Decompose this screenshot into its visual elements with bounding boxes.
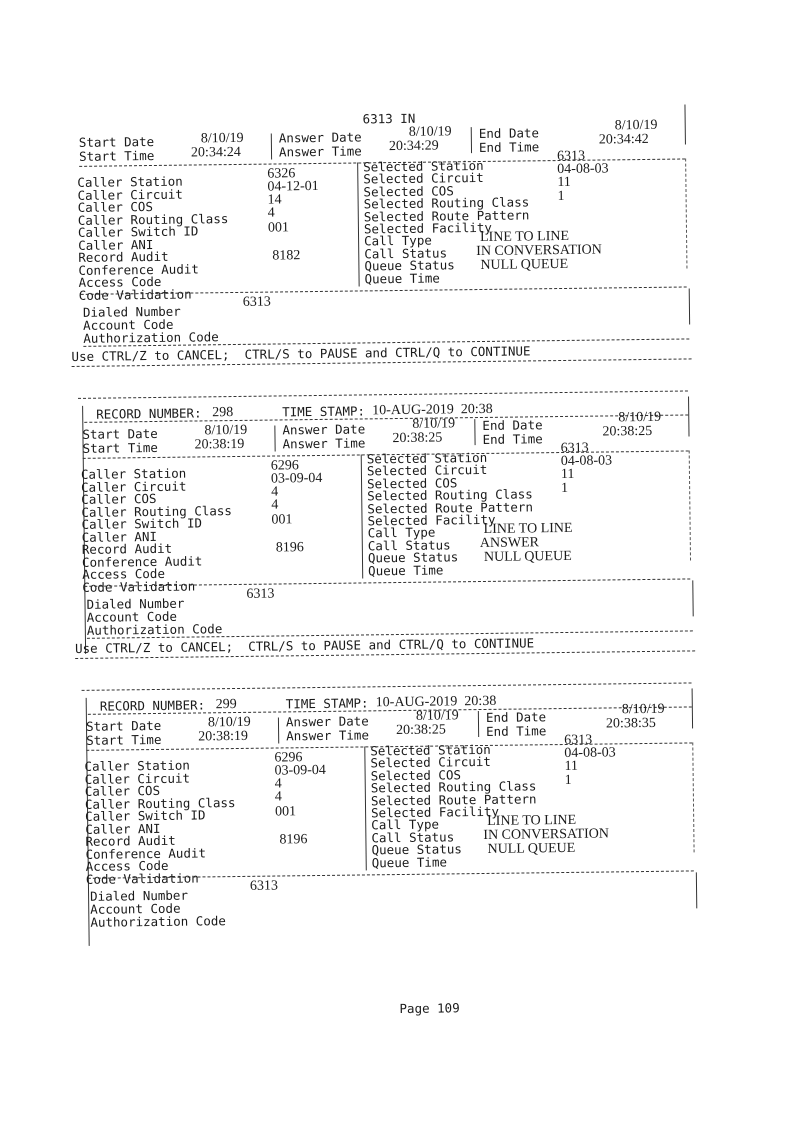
- selected-route-pattern-label: Selected Route Pattern: [363, 206, 530, 225]
- record-audit-label: Record Audit: [78, 248, 169, 265]
- record-top-border: [78, 390, 688, 398]
- caller-cos-label: Caller COS: [77, 198, 154, 215]
- caller-ani-value: 8196: [275, 540, 304, 556]
- dialed-right-border: [689, 288, 690, 324]
- call-type-value: LINE TO LINE: [483, 520, 573, 537]
- caller-routing-class-label: Caller Routing Class: [84, 794, 236, 812]
- call-type-label: Call Type: [364, 232, 432, 249]
- dialed-number-label: Dialed Number: [86, 595, 185, 612]
- start-date-label: Start Date: [85, 717, 162, 734]
- continue-prompt: Use CTRL/Z to CANCEL; CTRL/S to PAUSE and CTRL/Q to CONTINUE: [74, 635, 535, 656]
- start-time-value: 20:38:19: [198, 728, 249, 745]
- authorization-code-label: Authorization Code: [86, 621, 223, 638]
- start-date-value: 8/10/19: [207, 714, 251, 731]
- dialed-number-label: Dialed Number: [89, 887, 189, 904]
- time-stamp-value: 10-AUG-2019 20:38: [372, 401, 493, 419]
- queue-status-label: Queue Status: [367, 549, 459, 566]
- time-stamp-value: 10-AUG-2019 20:38: [375, 693, 497, 711]
- date-sep-2: [471, 127, 472, 153]
- selected-facility-label: Selected Facility: [370, 803, 500, 821]
- start-time-label: Start Time: [86, 731, 162, 748]
- start-date-label: Start Date: [82, 425, 158, 442]
- end-time-label: End Time: [486, 723, 547, 739]
- record-top-border: [82, 682, 692, 690]
- end-date-label: End Date: [485, 709, 547, 725]
- answer-date-value: 8/10/19: [412, 416, 456, 432]
- conference-audit-label: Conference Audit: [78, 260, 199, 278]
- selected-routing-class-value: 1: [564, 772, 572, 789]
- answer-time-value: 20:38:25: [392, 430, 443, 447]
- column-divider: [364, 746, 367, 870]
- queue-status-value: NULL QUEUE: [487, 840, 576, 857]
- record-header-partial: 6313 IN: [362, 110, 416, 127]
- end-date-value: 8/10/19: [618, 409, 662, 426]
- queue-status-label: Queue Status: [371, 841, 462, 858]
- selected-station-label: Selected Station: [370, 741, 491, 759]
- selected-route-pattern-label: Selected Route Pattern: [370, 790, 537, 808]
- record-audit-label: Record Audit: [85, 832, 176, 849]
- authorization-code-label: Authorization Code: [90, 913, 226, 930]
- dialed-number-value: 6313: [246, 586, 275, 602]
- end-time-label: End Time: [478, 139, 540, 156]
- detail-right-border: [689, 450, 691, 560]
- queue-status-label: Queue Status: [364, 257, 455, 274]
- caller-station-value: 6296: [270, 458, 299, 474]
- caller-switch-id-label: Caller Switch ID: [77, 223, 199, 240]
- answer-date-label: Answer Date: [282, 421, 366, 438]
- conference-audit-label: Conference Audit: [85, 844, 207, 862]
- caller-switch-id-value: 001: [274, 804, 297, 820]
- caller-cos-label: Caller COS: [84, 782, 161, 799]
- caller-ani-label: Caller ANI: [81, 528, 158, 545]
- selected-circuit-value: 04-08-03: [557, 161, 609, 178]
- end-date-value: 8/10/19: [621, 701, 665, 718]
- caller-switch-id-value: 001: [271, 512, 293, 528]
- call-status-value: IN CONVERSATION: [476, 242, 602, 260]
- caller-routing-class-value: 4: [267, 205, 275, 221]
- selected-circuit-label: Selected Circuit: [363, 170, 484, 187]
- queue-status-value: NULL QUEUE: [483, 548, 572, 565]
- time-stamp-label: TIME STAMP:: [285, 695, 369, 712]
- selected-facility-label: Selected Facility: [367, 511, 496, 529]
- call-type-label: Call Type: [371, 816, 440, 833]
- dialed-right-border: [696, 872, 697, 908]
- code-validation-label: Code Validation: [78, 286, 192, 303]
- selected-cos-label: Selected COS: [363, 183, 454, 200]
- caller-switch-id-value: 001: [267, 220, 290, 236]
- call-status-label: Call Status: [364, 245, 448, 262]
- date-sep-1: [274, 426, 275, 452]
- answer-date-label: Answer Date: [278, 129, 362, 146]
- caller-station-value: 6296: [274, 750, 303, 766]
- caller-cos-value: 14: [267, 192, 282, 208]
- access-code-label: Access Code: [78, 273, 162, 290]
- start-date-value: 8/10/19: [200, 130, 244, 147]
- selected-routing-class-label: Selected Routing Class: [370, 778, 537, 796]
- record-number-label: RECORD NUMBER:: [99, 697, 206, 714]
- access-code-label: Access Code: [85, 857, 169, 874]
- caller-circuit-value: 04-12-01: [267, 178, 319, 195]
- call-status-value: ANSWER: [479, 535, 540, 552]
- start-time-value: 20:38:19: [194, 436, 245, 453]
- caller-routing-class-value: 4: [274, 789, 282, 805]
- selected-station-value: 6313: [564, 732, 593, 749]
- answer-time-value: 20:34:29: [388, 138, 439, 155]
- answer-date-label: Answer Date: [285, 713, 369, 730]
- record-audit-label: Record Audit: [81, 540, 173, 557]
- end-time-value: 20:38:25: [602, 423, 653, 440]
- start-date-value: 8/10/19: [204, 422, 248, 439]
- record-number-label: RECORD NUMBER:: [96, 405, 202, 422]
- queue-time-label: Queue Time: [368, 562, 444, 578]
- caller-ani-value: 8182: [272, 248, 301, 264]
- queue-status-value: NULL QUEUE: [480, 256, 569, 273]
- page-footer: Page 109: [399, 1000, 460, 1017]
- record-right-border: [692, 688, 693, 728]
- record-number-value: 298: [212, 405, 234, 421]
- selected-station-label: Selected Station: [363, 157, 484, 175]
- end-date-label: End Date: [482, 417, 543, 433]
- answer-time-label: Answer Time: [278, 143, 362, 160]
- caller-circuit-label: Caller Circuit: [84, 770, 191, 787]
- selected-cos-value: 11: [557, 174, 571, 191]
- selected-routing-class-label: Selected Routing Class: [367, 486, 533, 504]
- dialed-number-value: 6313: [242, 294, 271, 310]
- dialed-right-border: [692, 580, 693, 616]
- call-type-value: LINE TO LINE: [479, 228, 570, 245]
- caller-ani-label: Caller ANI: [85, 820, 161, 837]
- column-divider: [361, 454, 364, 578]
- code-validation-label: Code Validation: [85, 869, 199, 887]
- caller-cos-value: 4: [271, 484, 279, 500]
- detail-right-border: [685, 158, 687, 268]
- caller-cos-value: 4: [274, 776, 282, 792]
- caller-circuit-label: Caller Circuit: [77, 186, 183, 203]
- date-sep-1: [271, 134, 272, 160]
- caller-switch-id-label: Caller Switch ID: [81, 515, 203, 532]
- start-time-label: Start Time: [82, 439, 158, 456]
- caller-routing-class-value: 4: [271, 497, 279, 513]
- call-status-label: Call Status: [367, 537, 451, 554]
- call-status-label: Call Status: [371, 829, 455, 846]
- selected-routing-class-value: 1: [557, 188, 565, 205]
- record-right-border: [684, 104, 685, 144]
- queue-time-label: Queue Time: [364, 270, 440, 287]
- end-time-value: 20:34:42: [598, 131, 649, 148]
- caller-ani-value: 8196: [279, 832, 308, 848]
- selected-routing-class-label: Selected Routing Class: [363, 194, 530, 212]
- call-type-value: LINE TO LINE: [487, 812, 577, 829]
- selected-cos-label: Selected COS: [366, 475, 458, 492]
- caller-circuit-value: 03-09-04: [270, 470, 323, 487]
- caller-station-label: Caller Station: [84, 757, 190, 774]
- record-right-border: [688, 396, 689, 436]
- selected-cos-label: Selected COS: [370, 767, 462, 784]
- caller-station-value: 6326: [267, 166, 296, 182]
- start-date-label: Start Date: [78, 133, 155, 150]
- caller-cos-label: Caller COS: [81, 490, 157, 507]
- code-validation-label: Code Validation: [82, 578, 196, 595]
- selected-circuit-label: Selected Circuit: [366, 462, 488, 479]
- end-time-label: End Time: [482, 431, 543, 447]
- answer-time-label: Answer Time: [282, 435, 366, 452]
- caller-routing-class-label: Caller Routing Class: [81, 502, 232, 520]
- caller-ani-label: Caller ANI: [78, 236, 154, 253]
- selected-station-value: 6313: [556, 148, 586, 165]
- caller-circuit-value: 03-09-04: [274, 762, 326, 779]
- end-date-label: End Date: [478, 125, 540, 142]
- start-time-value: 20:34:24: [190, 144, 241, 161]
- record-number-value: 299: [215, 697, 237, 713]
- conference-audit-label: Conference Audit: [81, 552, 203, 570]
- selected-route-pattern-label: Selected Route Pattern: [367, 498, 534, 516]
- selected-cos-value: 11: [560, 466, 575, 483]
- caller-circuit-label: Caller Circuit: [80, 478, 187, 495]
- account-code-label: Account Code: [86, 608, 178, 625]
- time-stamp-label: TIME STAMP:: [282, 403, 366, 420]
- call-type-label: Call Type: [367, 524, 436, 541]
- date-sep-2: [474, 419, 475, 445]
- caller-station-label: Caller Station: [80, 465, 187, 482]
- answer-time-value: 20:38:25: [395, 722, 446, 739]
- dialed-number-value: 6313: [249, 878, 279, 894]
- continue-prompt: Use CTRL/Z to CANCEL; CTRL/S to PAUSE and CTRL/Q to CONTINUE: [71, 343, 531, 364]
- selected-circuit-value: 04-08-03: [564, 745, 616, 762]
- selected-station-label: Selected Station: [366, 449, 488, 467]
- caller-routing-class-label: Caller Routing Class: [77, 210, 229, 228]
- column-divider: [357, 162, 360, 286]
- selected-cos-value: 11: [564, 758, 579, 775]
- call-status-value: IN CONVERSATION: [483, 826, 610, 844]
- date-sep-1: [278, 717, 279, 743]
- selected-routing-class-value: 1: [561, 480, 569, 497]
- answer-date-value: 8/10/19: [415, 708, 459, 724]
- authorization-code-label: Authorization Code: [83, 329, 219, 346]
- start-time-label: Start Time: [78, 147, 155, 164]
- selected-circuit-value: 04-08-03: [560, 453, 613, 470]
- account-code-label: Account Code: [83, 316, 174, 333]
- end-time-value: 20:38:35: [605, 715, 656, 732]
- caller-switch-id-label: Caller Switch ID: [85, 807, 206, 824]
- access-code-label: Access Code: [82, 565, 166, 582]
- queue-time-label: Queue Time: [371, 854, 448, 870]
- selected-station-value: 6313: [560, 440, 589, 457]
- answer-time-label: Answer Time: [286, 727, 370, 744]
- end-date-value: 8/10/19: [614, 117, 658, 134]
- dialed-number-label: Dialed Number: [82, 303, 181, 320]
- date-sep-2: [478, 711, 479, 737]
- selected-facility-label: Selected Facility: [363, 219, 492, 237]
- selected-circuit-label: Selected Circuit: [370, 754, 491, 771]
- detail-right-border: [692, 742, 694, 852]
- account-code-label: Account Code: [90, 900, 181, 917]
- answer-date-value: 8/10/19: [408, 124, 452, 140]
- caller-station-label: Caller Station: [77, 173, 183, 190]
